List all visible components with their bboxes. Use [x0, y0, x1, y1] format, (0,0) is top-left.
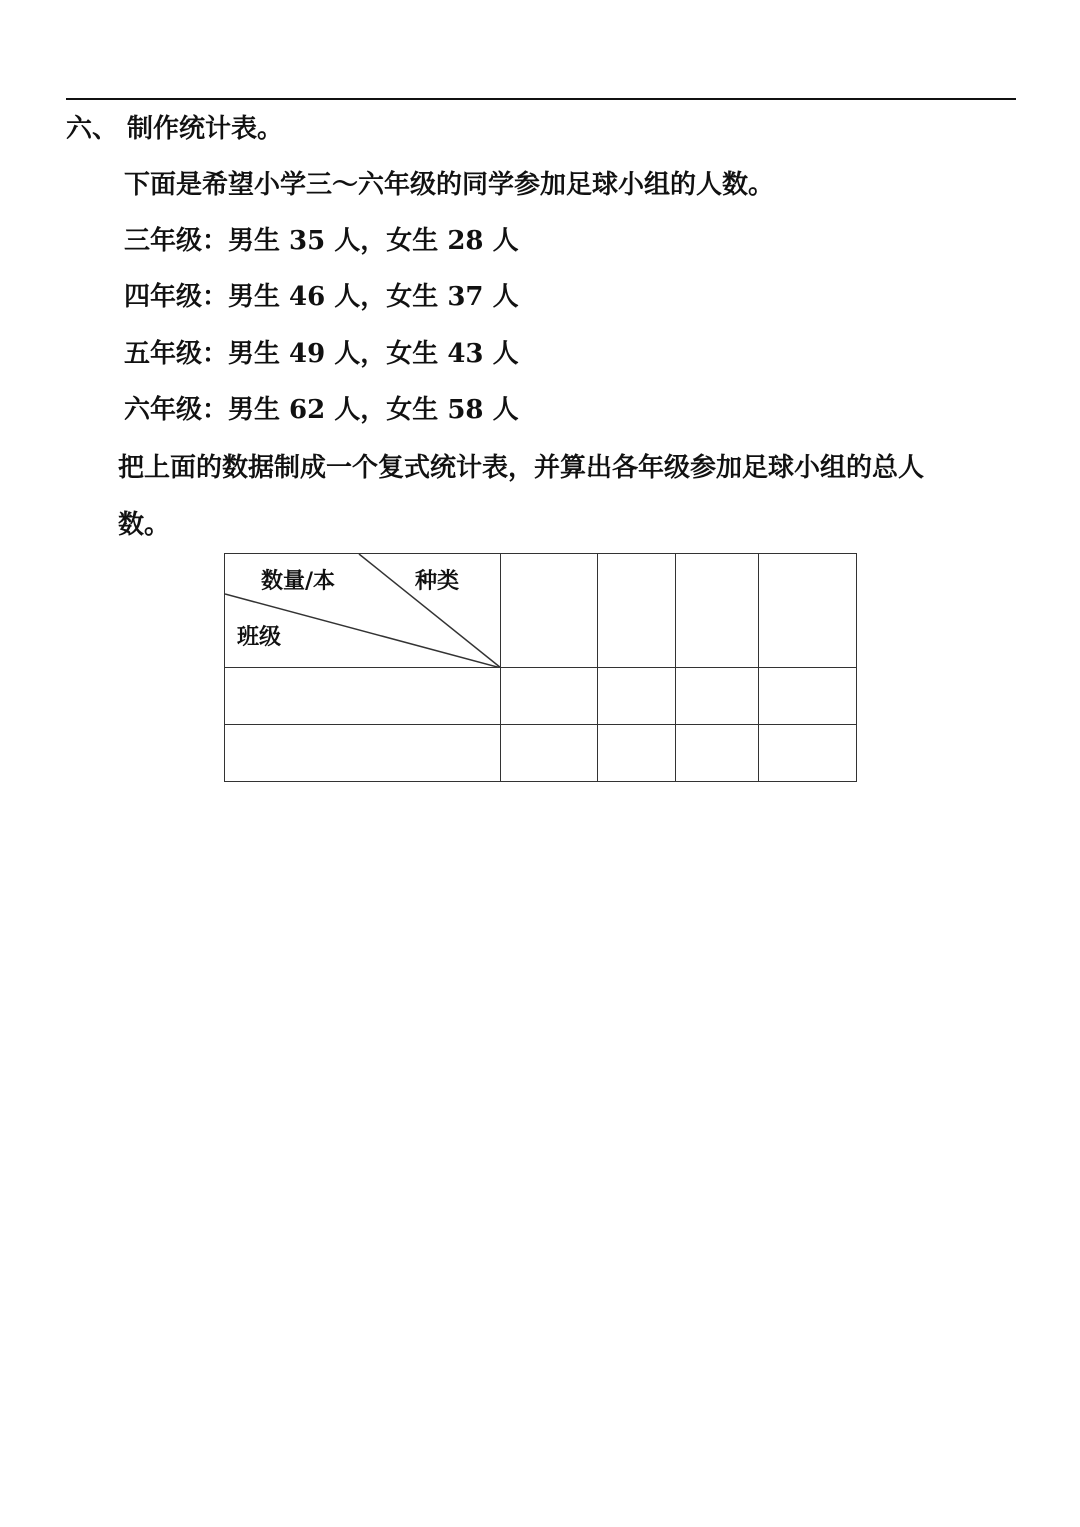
table-cell[interactable]: [759, 554, 857, 668]
top-rule: [66, 98, 1016, 100]
instruction-line-1: 把上面的数据制成一个复式统计表，并算出各年级参加足球小组的总人: [118, 453, 925, 483]
table-cell[interactable]: [225, 668, 501, 725]
table-cell[interactable]: [501, 554, 598, 668]
grade-line-6: 六年级：男生 62 人，女生 58 人: [124, 395, 519, 425]
table-cell[interactable]: [598, 668, 676, 725]
table-cell[interactable]: [501, 668, 598, 725]
table-cell[interactable]: [598, 725, 676, 782]
table-cell[interactable]: [676, 554, 759, 668]
table-cell[interactable]: [225, 725, 501, 782]
header-category-label: 种类: [415, 568, 460, 594]
header-class-label: 班级: [237, 624, 282, 650]
problem-intro: 下面是希望小学三～六年级的同学参加足球小组的人数。: [124, 170, 775, 200]
table-cell[interactable]: [501, 725, 598, 782]
table-cell[interactable]: [598, 554, 676, 668]
table-row: [225, 668, 857, 725]
header-quantity-label: 数量/本: [261, 568, 336, 594]
table-cell[interactable]: [759, 668, 857, 725]
stats-table: [224, 553, 857, 782]
grade-line-4: 四年级：男生 46 人，女生 37 人: [124, 282, 519, 312]
table-header-row: [225, 554, 857, 668]
diagonal-header-cell: [225, 554, 501, 668]
table-cell[interactable]: [759, 725, 857, 782]
grade-line-5: 五年级：男生 49 人，女生 43 人: [124, 339, 519, 369]
instruction-line-2: 数。: [118, 510, 171, 540]
table-row: [225, 725, 857, 782]
table-cell[interactable]: [676, 725, 759, 782]
grade-line-3: 三年级：男生 35 人，女生 28 人: [124, 226, 519, 256]
table-cell[interactable]: [676, 668, 759, 725]
section-heading: 六、 制作统计表。: [66, 114, 284, 144]
